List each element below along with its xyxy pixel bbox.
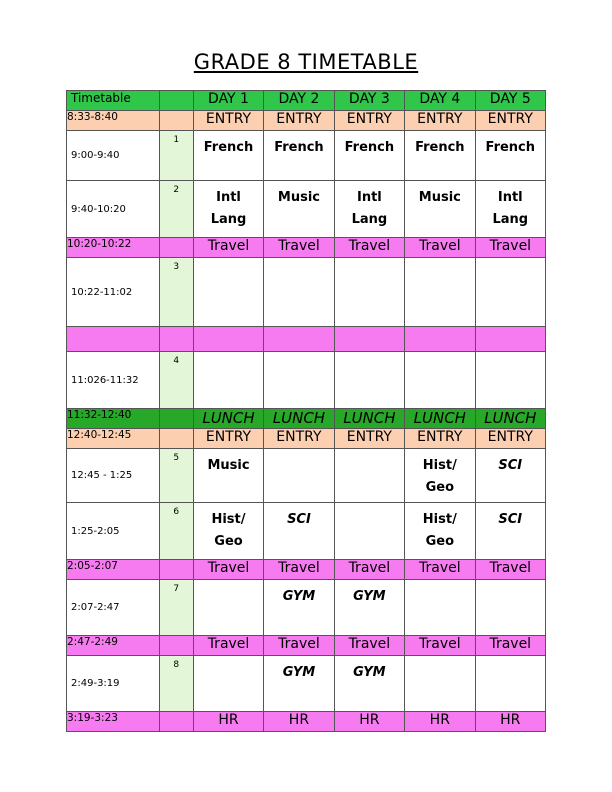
table-row [67,409,546,429]
class-cell [264,449,334,503]
table-row [67,656,546,712]
class-cell [193,181,263,238]
slot-cell: Travel [475,636,545,656]
time-cell: 1:25-2:05 [67,503,160,560]
time-cell: 9:00-9:40 [67,131,160,181]
slot-cell: HR [475,712,545,732]
time-cell: 11:32-12:40 [67,409,160,429]
class-cell [193,449,263,503]
class-cell [193,656,263,712]
period-number: 6 [159,503,193,560]
period-number: 1 [159,131,193,181]
class-cell [264,656,334,712]
class-name: French [274,140,324,155]
blank-cell [159,560,193,580]
table-row [67,560,546,580]
header-label: Timetable [67,91,160,111]
class-cell [334,656,404,712]
class-cell [334,580,404,636]
period-number: 2 [159,181,193,238]
class-cell [405,503,475,560]
class-cell [405,352,475,409]
slot-cell: Travel [193,636,263,656]
time-cell: 8:33-8:40 [67,111,160,131]
page-title: GRADE 8 TIMETABLE [193,50,419,74]
blank-cell [159,429,193,449]
class-cell [475,580,545,636]
class-name: Intl Lang [492,190,529,227]
slot-cell: ENTRY [334,111,404,131]
class-cell [334,131,404,181]
period-number: 7 [159,580,193,636]
slot-cell: Travel [193,238,263,258]
slot-cell: Travel [405,238,475,258]
class-cell [193,503,263,560]
slot-cell: Travel [334,560,404,580]
day-header: DAY 5 [475,91,545,111]
time-cell: 3:19-3:23 [67,712,160,732]
slot-cell: ENTRY [475,429,545,449]
slot-cell: Travel [475,238,545,258]
class-cell [193,580,263,636]
blank-cell [159,111,193,131]
class-name: Music [277,190,320,205]
class-name: Hist/ Geo [422,512,457,549]
class-name: Music [207,458,250,473]
class-cell [193,258,263,327]
slot-cell: ENTRY [475,111,545,131]
class-name: Hist/ Geo [422,458,457,495]
blank-pink-row [67,327,546,352]
slot-cell: LUNCH [475,409,545,429]
class-cell [475,181,545,238]
slot-cell: Travel [334,636,404,656]
table-row [67,503,546,560]
class-name: French [415,140,465,155]
class-cell [405,131,475,181]
time-cell: 2:49-3:19 [67,656,160,712]
period-number: 5 [159,449,193,503]
blank-cell [475,327,545,352]
class-name: GYM [282,589,316,604]
period-number: 8 [159,656,193,712]
period-number: 4 [159,352,193,409]
class-cell [405,181,475,238]
header-row [67,91,546,111]
class-name: Music [418,190,461,205]
class-cell [193,131,263,181]
blank-cell [159,712,193,732]
blank-cell [159,636,193,656]
class-name: GYM [353,589,386,604]
class-cell [334,449,404,503]
slot-cell: Travel [405,560,475,580]
blank-cell [193,327,263,352]
time-cell: 12:45 - 1:25 [67,449,160,503]
class-cell [405,449,475,503]
slot-cell: LUNCH [334,409,404,429]
class-name: GYM [353,665,386,680]
table-row [67,181,546,238]
day-header: DAY 1 [193,91,263,111]
slot-cell: LUNCH [264,409,334,429]
slot-cell: ENTRY [193,429,263,449]
day-header: DAY 2 [264,91,334,111]
slot-cell: LUNCH [405,409,475,429]
class-cell [334,352,404,409]
time-cell: 10:22-11:02 [67,258,160,327]
slot-cell: Travel [264,560,334,580]
blank-cell [159,409,193,429]
class-name: SCI [498,458,523,473]
table-row [67,712,546,732]
class-name: French [203,140,254,155]
slot-cell: Travel [334,238,404,258]
blank-cell [159,238,193,258]
slot-cell: ENTRY [334,429,404,449]
class-cell [264,131,334,181]
class-name: Hist/ Geo [211,512,246,549]
table-row [67,636,546,656]
class-cell [264,258,334,327]
class-cell [264,181,334,238]
time-cell: 10:20-10:22 [67,238,160,258]
slot-cell: ENTRY [193,111,263,131]
day-header: DAY 4 [405,91,475,111]
class-cell [334,181,404,238]
class-cell [475,131,545,181]
table-row [67,238,546,258]
class-cell [334,258,404,327]
slot-cell: Travel [405,636,475,656]
class-cell [334,503,404,560]
time-cell: 12:40-12:45 [67,429,160,449]
class-name: French [485,140,536,155]
class-cell [475,503,545,560]
class-cell [475,656,545,712]
slot-cell: Travel [193,560,263,580]
table-row [67,580,546,636]
blank-cell [334,327,404,352]
slot-cell: ENTRY [405,429,475,449]
class-cell [475,258,545,327]
table-row [67,111,546,131]
table-row [67,131,546,181]
table-row [67,258,546,327]
slot-cell: HR [264,712,334,732]
class-cell [475,449,545,503]
class-cell [405,656,475,712]
class-name: SCI [498,512,523,527]
blank-cell [159,327,193,352]
table-row [67,429,546,449]
slot-cell: Travel [475,560,545,580]
slot-cell: ENTRY [264,111,334,131]
class-cell [264,352,334,409]
time-cell: 2:07-2:47 [67,580,160,636]
time-cell: 9:40-10:20 [67,181,160,238]
day-header: DAY 3 [334,91,404,111]
blank-cell [264,327,334,352]
slot-cell: ENTRY [405,111,475,131]
slot-cell: Travel [264,238,334,258]
class-cell [405,580,475,636]
class-name: Intl Lang [210,190,247,227]
class-name: SCI [287,512,311,527]
slot-cell: Travel [264,636,334,656]
slot-cell: HR [334,712,404,732]
slot-cell: ENTRY [264,429,334,449]
table-row [67,449,546,503]
time-cell: 2:05-2:07 [67,560,160,580]
table-row [67,352,546,409]
class-name: French [344,140,395,155]
header-blank-cell [159,91,193,111]
class-name: GYM [282,665,316,680]
blank-cell [405,327,475,352]
blank-cell [67,327,160,352]
class-cell [264,503,334,560]
timetable [66,90,546,732]
slot-cell: LUNCH [193,409,263,429]
class-cell [264,580,334,636]
class-cell [193,352,263,409]
class-cell [475,352,545,409]
period-number: 3 [159,258,193,327]
slot-cell: HR [193,712,263,732]
time-cell: 11:026-11:32 [67,352,160,409]
time-cell: 2:47-2:49 [67,636,160,656]
slot-cell: HR [405,712,475,732]
class-cell [405,258,475,327]
class-name: Intl Lang [351,190,388,227]
